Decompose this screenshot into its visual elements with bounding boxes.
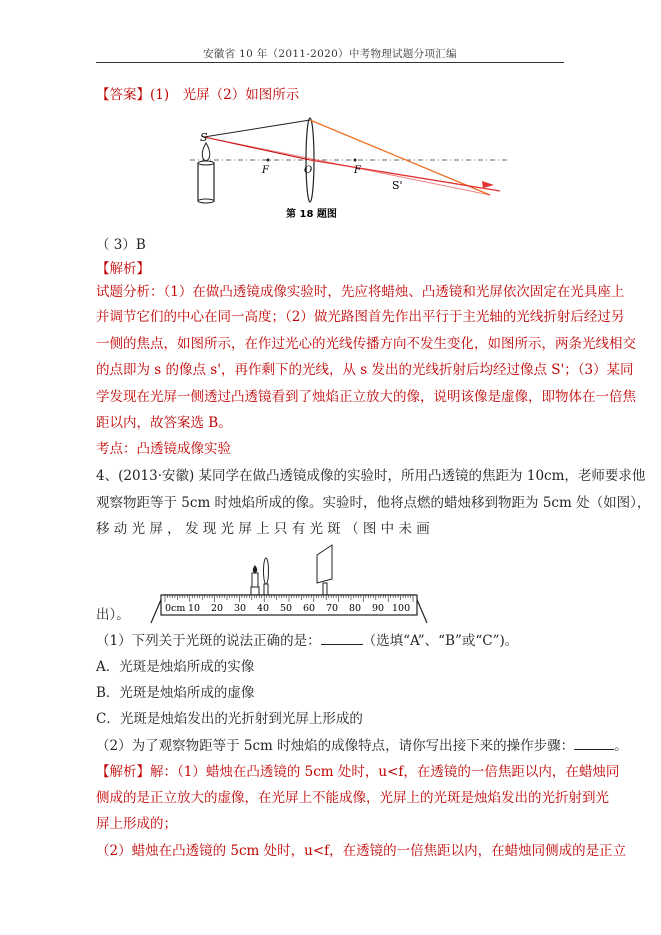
ruler-label: 10 — [188, 603, 201, 614]
analysis-line: 并调节它们的中心在同一高度；（2）做光路图首先作出平行于主光轴的光线折射后经过另 — [96, 309, 625, 325]
analysis2-text: 解：（1）蜡烛在凸透镜的 5cm 处时，u<f，在透镜的一倍焦距以内，在蜡烛同 — [150, 764, 620, 780]
candle-bottom — [198, 199, 214, 203]
label-S-prime: S' — [392, 179, 403, 192]
ruler-label: 90 — [372, 603, 385, 614]
candle-flame — [202, 143, 210, 161]
ruler-label: 100 — [392, 603, 411, 614]
page-header: 安徽省 10 年（2011-2020）中考物理试题分项汇编 — [203, 48, 457, 60]
focal-point-left — [267, 159, 270, 162]
question4-line: 4、(2013·安徽) 某同学在做凸透镜成像的实验时，所用凸透镜的焦距为 10cm，老师要求他 — [96, 468, 646, 484]
ruler-label: 60 — [303, 603, 316, 614]
analysis2-tag: 【解析】 — [96, 764, 150, 780]
sub2-text: （2）为了观察物距等于 5cm 时烛焰的成像特点，请你写出接下来的操作步骤： — [96, 738, 575, 754]
ruler-label: 70 — [326, 603, 339, 614]
analysis-line: 距以内，故答案选 B。 — [96, 415, 232, 431]
question4-line-end: 出）。 — [96, 607, 130, 623]
lens-ray-diagram — [190, 115, 520, 223]
candle-stand — [251, 587, 259, 595]
ray-arrow — [482, 181, 494, 188]
option-c: C．光斑是烛焰发出的光折射到光屏上形成的 — [96, 711, 363, 727]
question4-sub1 — [96, 632, 518, 650]
ruler-unit: 0cm — [165, 603, 186, 614]
incident-ray-parallel — [204, 120, 310, 137]
optical-bench — [145, 543, 430, 633]
analysis-line: 学发现在光屏一侧透过凸透镜看到了烛焰正立放大的像，说明该像是虚像，即物体在一倍焦 — [96, 389, 636, 405]
option-a: A．光斑是烛焰所成的实像 — [96, 659, 255, 675]
answer-blank-1[interactable] — [321, 632, 363, 645]
question4-line: 移 动 光 屏 ， 发 现 光 屏 上 只 有 光 斑 （ 图 中 未 画 — [96, 521, 430, 537]
analysis-line: 的点即为 s 的像点 s'，再作剩下的光线，从 s 发出的光线折射后均经过像点 S'；（3）某同 — [96, 362, 634, 378]
analysis2-line: （2）蜡烛在凸透镜的 5cm 处时，u<f，在透镜的一倍焦距以内，在蜡烛同侧成的是正立 — [96, 843, 627, 859]
label-F-left: F — [262, 165, 269, 176]
sub1-after: （选填“A”、“B”或“C”)。 — [362, 633, 519, 649]
screen-stand — [323, 583, 327, 595]
ruler-label: 50 — [280, 603, 293, 614]
analysis2-line-0 — [96, 763, 619, 781]
answer-part3: （ 3）B — [96, 237, 146, 253]
kaodian: 考点：凸透镜成像实验 — [96, 441, 231, 457]
bench-candle — [252, 573, 258, 587]
candle-body — [198, 163, 214, 201]
analysis-tag: 【解析】 — [96, 261, 150, 277]
analysis-line: 一侧的焦点，如图所示，在作过光心的光线传播方向不发生变化，如图所示，两条光线相交 — [96, 336, 636, 352]
option-b: B．光斑是烛焰所成的虚像 — [96, 685, 255, 701]
answer-blank-2[interactable] — [574, 737, 614, 750]
ruler-label: 80 — [349, 603, 362, 614]
figure1-caption: 第 18 题图 — [286, 209, 337, 220]
lens-stand — [264, 584, 268, 595]
ruler-label: 30 — [234, 603, 247, 614]
bench-lens — [264, 558, 269, 584]
ruler-label: 20 — [211, 603, 224, 614]
analysis-line: 试题分析：（1）在做凸透镜成像实验时，先应将蜡烛、凸透镜和光屏依次固定在光具座上 — [96, 284, 625, 300]
analysis-tag-line — [96, 260, 150, 278]
sub1-text: （1）下列关于光斑的说法正确的是： — [96, 633, 321, 649]
sub2-end: 。 — [614, 738, 628, 754]
candle-top — [198, 161, 214, 165]
answer-text: (1) 光屏（2）如图所示 — [150, 87, 300, 103]
label-F-right: F — [354, 165, 361, 176]
analysis2-line: 屏上形成的； — [96, 816, 177, 832]
bench-flame — [253, 565, 258, 573]
label-S: S — [200, 131, 208, 144]
focal-point-right — [354, 159, 357, 162]
light-screen — [317, 545, 332, 583]
question4-sub2 — [96, 737, 628, 755]
analysis2-line: 侧成的是正立放大的虚像，在光屏上不能成像，光屏上的光斑是烛焰发出的光折射到光 — [96, 790, 609, 806]
answer-line — [96, 86, 299, 104]
question4-line: 观察物距等于 5cm 时烛焰所成的像。实验时，他将点燃的蜡烛移到物距为 5cm 处（如图）， — [96, 495, 651, 511]
label-O: O — [304, 165, 313, 176]
ruler-label: 40 — [257, 603, 270, 614]
answer-tag: 【答案】 — [96, 87, 150, 103]
ray-through-image — [204, 137, 490, 195]
header-rule — [96, 62, 564, 63]
